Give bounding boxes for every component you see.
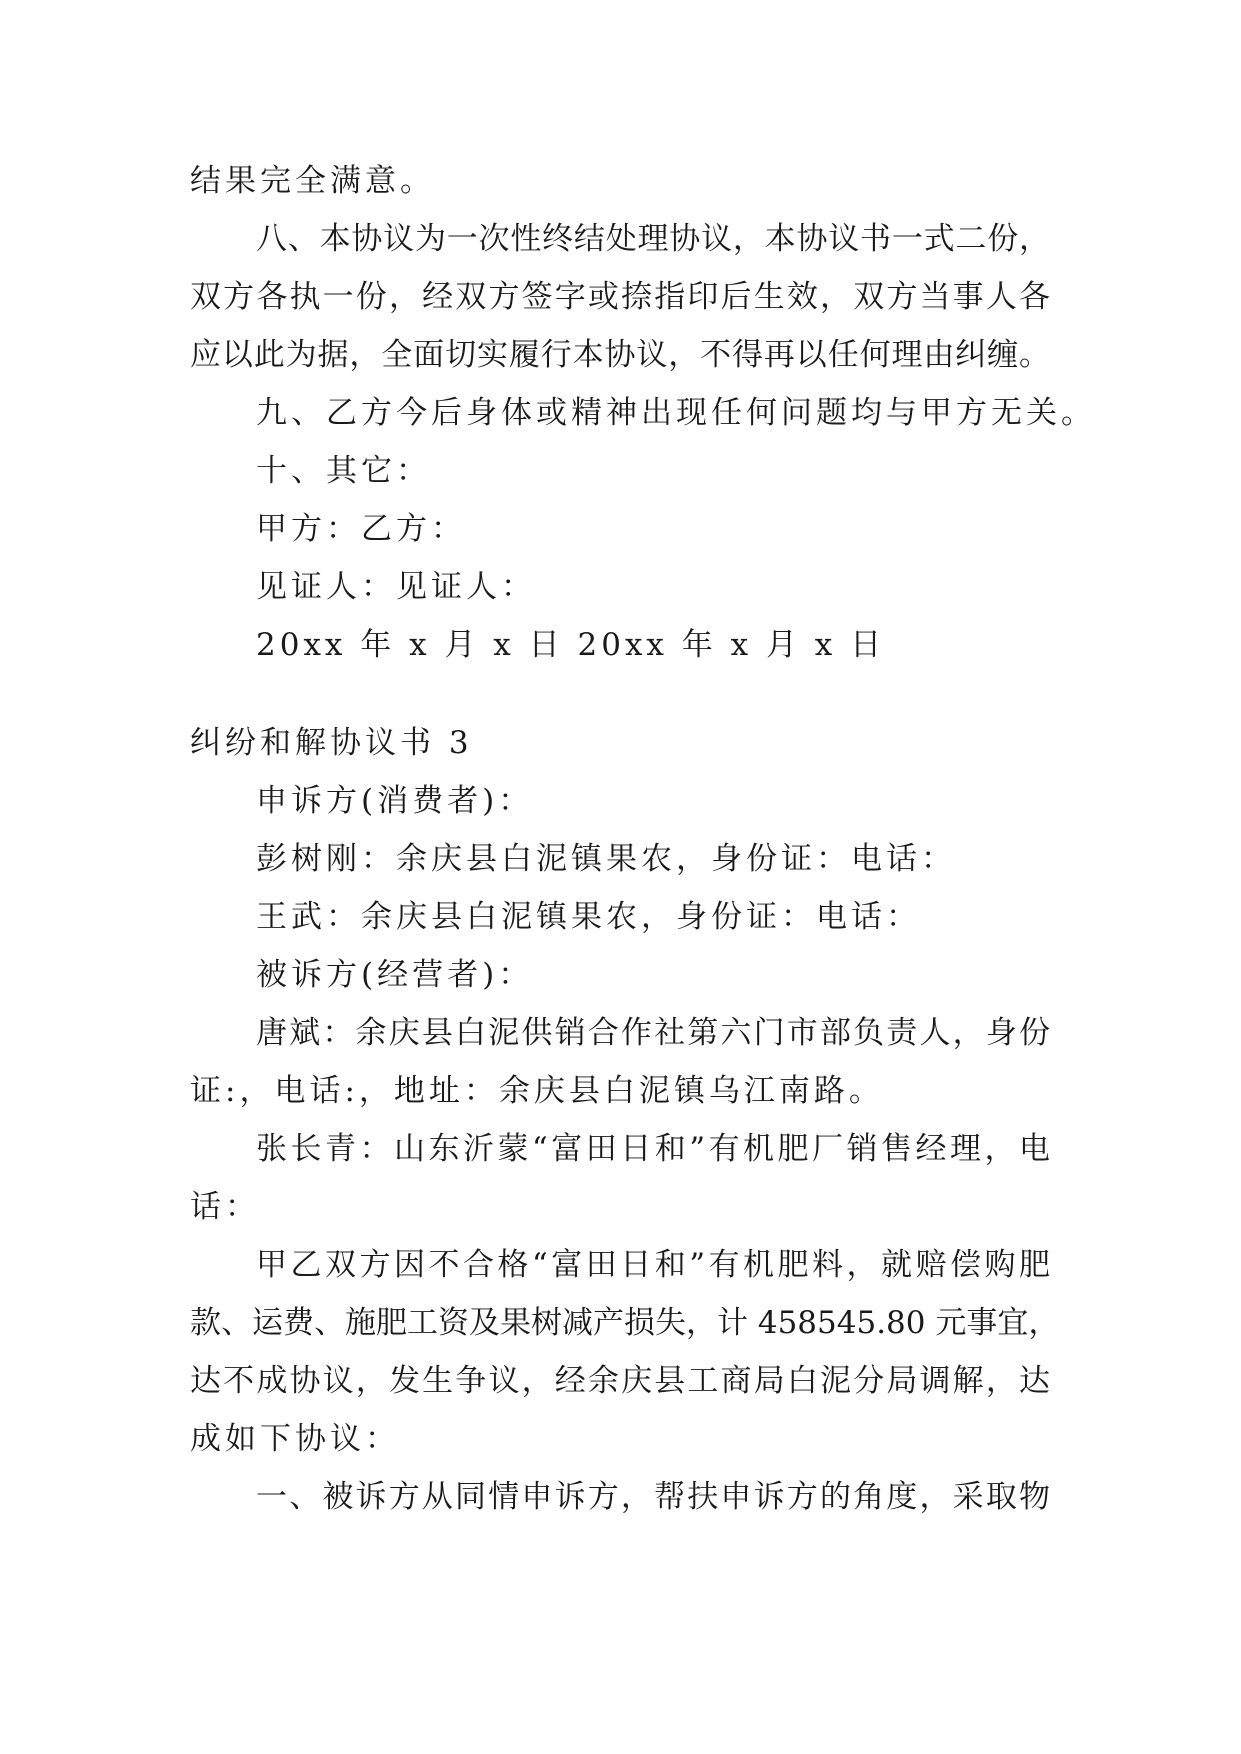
respondent-2: 张长青：山东沂蒙“富田日和”有机肥厂销售经理，电 — [256, 1131, 1050, 1167]
complainant-2: 王武：余庆县白泥镇果农，身份证：电话： — [256, 899, 921, 935]
text-line: 证:，电话:，地址：余庆县白泥镇乌江南路。 — [190, 1073, 884, 1109]
text-line: 成如下协议： — [190, 1421, 400, 1457]
section-gap — [190, 674, 1050, 714]
agreement-clause-1: 一、被诉方从同情申诉方，帮扶申诉方的角度，采取物 — [256, 1479, 1050, 1515]
clause-9: 九、乙方今后身体或精神出现任何问题均与甲方无关。 — [256, 395, 1096, 431]
party-signature-line: 甲方：乙方： — [256, 511, 466, 547]
text-line: 款、运费、施肥工资及果树减产损失，计 458545.80 元事宜， — [190, 1305, 1060, 1341]
dispute-paragraph: 甲乙双方因不合格“富田日和”有机肥料，就赔偿购肥 — [256, 1247, 1050, 1283]
respondent-heading: 被诉方(经营者)： — [256, 957, 534, 993]
respondent-1: 唐斌：余庆县白泥供销合作社第六门市部负责人，身份 — [256, 1015, 1050, 1051]
complainant-1: 彭树刚：余庆县白泥镇果农，身份证：电话： — [256, 841, 956, 877]
clause-10: 十、其它： — [256, 453, 431, 489]
complainant-heading: 申诉方(消费者)： — [256, 783, 534, 819]
text-line: 话： — [190, 1189, 260, 1225]
text-line: 结果完全满意。 — [190, 163, 435, 199]
witness-signature-line: 见证人：见证人： — [256, 569, 536, 605]
text-line: 达不成协议，发生争议，经余庆县工商局白泥分局调解，达 — [190, 1363, 1050, 1399]
document-page — [190, 152, 1096, 1526]
text-line: 应以此为据，全面切实履行本协议，不得再以任何理由纠缠。 — [190, 337, 1050, 373]
clause-8: 八、本协议为一次性终结处理协议，本协议书一式二份， — [256, 221, 1050, 257]
section-title: 纠纷和解协议书 3 — [190, 725, 473, 761]
date-line: 20xx 年 x 月 x 日 20xx 年 x 月 x 日 — [256, 627, 886, 663]
text-line: 双方各执一份，经双方签字或捺指印后生效，双方当事人各 — [190, 279, 1050, 315]
